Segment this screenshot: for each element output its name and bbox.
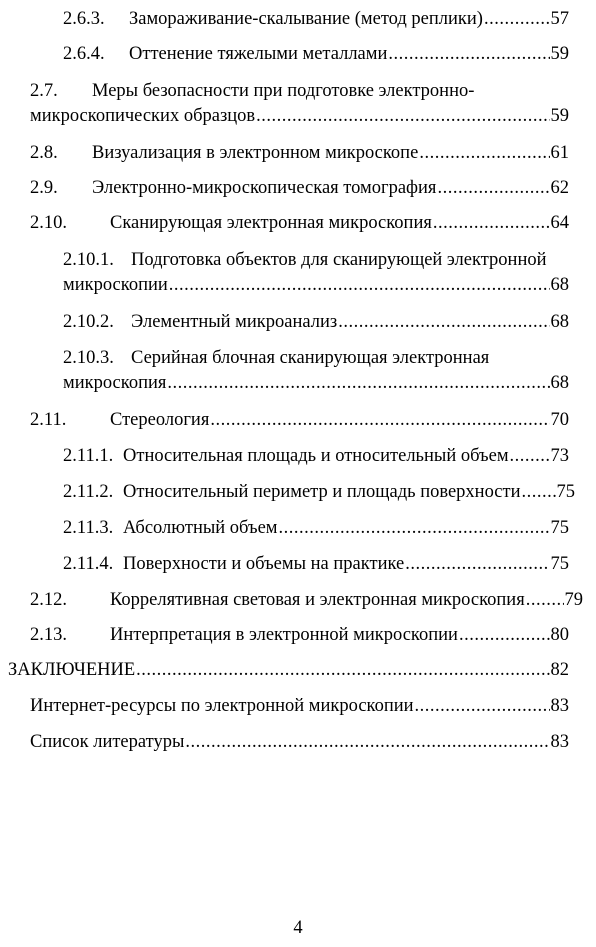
toc-entry-title: Относительная площадь и относительный объем (123, 446, 509, 466)
toc-entry-number: 2.11.3. (63, 518, 114, 538)
toc-entry-2-10[interactable] (30, 211, 569, 235)
dot-leader (338, 310, 549, 334)
dot-leader (185, 730, 549, 754)
toc-entry-title: Абсолютный объем (123, 518, 278, 538)
toc-entry-title: Сканирующая электронная микроскопия (110, 213, 432, 233)
toc-entry-title: ЗАКЛЮЧЕНИЕ (8, 660, 136, 680)
toc-entry-number: 2.9. (30, 178, 58, 198)
toc-entry-title: Список литературы (30, 732, 185, 752)
toc-entry-literature[interactable] (30, 730, 569, 754)
toc-entry-title: Визуализация в электронном микроскопе (92, 143, 419, 163)
dot-leader (136, 658, 549, 682)
dot-leader (522, 480, 556, 504)
toc-entry-2-11[interactable] (30, 408, 569, 432)
toc-entry-number: 2.12. (30, 590, 67, 610)
toc-entry-2-10-1[interactable] (63, 248, 593, 272)
toc-entry-2-10-3-continuation[interactable] (63, 371, 569, 395)
toc-entry-2-9[interactable] (30, 176, 569, 200)
toc-entry-page: 64 (550, 213, 569, 233)
toc-entry-2-10-3[interactable] (63, 346, 569, 370)
toc-entry-2-7[interactable] (30, 79, 570, 103)
dot-leader (388, 42, 549, 66)
toc-entry-page: 75 (550, 518, 569, 538)
toc-entry-2-11-1[interactable] (63, 444, 569, 468)
toc-entry-2-8[interactable] (30, 141, 569, 165)
dot-leader (279, 516, 550, 540)
toc-entry-page: 61 (550, 143, 569, 163)
toc-entry-number: 2.6.4. (63, 44, 105, 64)
toc-entry-number: 2.11. (30, 410, 67, 430)
toc-entry-page: 75 (556, 482, 575, 502)
toc-entry-page: 68 (550, 312, 569, 332)
toc-entry-number: 2.13. (30, 625, 67, 645)
dot-leader (167, 371, 549, 395)
toc-entry-title: Элементный микроанализ (131, 312, 338, 332)
dot-leader (526, 588, 564, 612)
toc-entry-2-10-1-continuation[interactable] (63, 273, 569, 297)
toc-entry-title: Коррелятивная световая и электронная микроскопия (110, 590, 525, 610)
toc-entry-page: 59 (550, 106, 569, 126)
toc-entry-number: 2.11.1. (63, 446, 114, 466)
toc-entry-number: 2.10. (30, 213, 67, 233)
toc-entry-page: 79 (564, 590, 583, 610)
toc-entry-title: Поверхности и объемы на практике (123, 554, 405, 574)
toc-entry-page: 70 (550, 410, 569, 430)
toc-entry-conclusion[interactable] (8, 658, 569, 682)
dot-leader (415, 694, 550, 718)
toc-entry-title-line1: Меры безопасности при подготовке электронно- (92, 81, 475, 101)
toc-entry-page: 83 (550, 732, 569, 752)
dot-leader (437, 176, 549, 200)
toc-entry-number: 2.10.2. (63, 312, 114, 332)
dot-leader (510, 444, 550, 468)
dot-leader (419, 141, 549, 165)
toc-entry-title-line2: микроскопия (63, 373, 167, 393)
toc-entry-number: 2.10.3. (63, 348, 114, 368)
dot-leader (169, 273, 550, 297)
toc-entry-title: Электронно-микроскопическая томография (92, 178, 437, 198)
toc-entry-number: 2.11.4. (63, 554, 114, 574)
toc-entry-2-12[interactable] (30, 588, 583, 612)
toc-entry-page: 57 (550, 9, 569, 29)
toc-entry-title: Стереология (110, 410, 210, 430)
page-number: 4 (293, 918, 303, 938)
toc-entry-title: Оттенение тяжелыми металлами (129, 44, 388, 64)
toc-entry-page: 59 (550, 44, 569, 64)
toc-entry-number: 2.8. (30, 143, 58, 163)
toc-entry-number: 2.11.2. (63, 482, 114, 502)
dot-leader (459, 623, 550, 647)
toc-entry-2-7-continuation[interactable] (30, 104, 569, 128)
toc-entry-number: 2.10.1. (63, 250, 114, 270)
toc-entry-title: Интернет-ресурсы по электронной микроскопии (30, 696, 414, 716)
toc-entry-page: 75 (550, 554, 569, 574)
toc-entry-title: Относительный периметр и площадь поверхности (123, 482, 521, 502)
toc-entry-2-11-4[interactable] (63, 552, 569, 576)
toc-entry-number: 2.7. (30, 81, 58, 101)
toc-entry-title: Интерпретация в электронной микроскопии (110, 625, 458, 645)
toc-entry-2-6-4[interactable] (63, 42, 569, 66)
toc-entry-title: Замораживание-скалывание (метод реплики) (129, 9, 483, 29)
dot-leader (210, 408, 549, 432)
toc-entry-number: 2.6.3. (63, 9, 105, 29)
toc-entry-page: 68 (550, 373, 569, 393)
toc-entry-2-13[interactable] (30, 623, 569, 647)
toc-entry-page: 68 (550, 275, 569, 295)
dot-leader (256, 104, 549, 128)
toc-entry-page: 73 (550, 446, 569, 466)
toc-entry-2-10-2[interactable] (63, 310, 569, 334)
toc-entry-title-line1: Подготовка объектов для сканирующей электронной (131, 250, 547, 270)
toc-entry-2-11-2[interactable] (63, 480, 575, 504)
toc-entry-2-11-3[interactable] (63, 516, 569, 540)
toc-entry-title-line2: микроскопии (63, 275, 168, 295)
toc-entry-page: 83 (550, 696, 569, 716)
toc-entry-page: 80 (550, 625, 569, 645)
toc-entry-page: 62 (550, 178, 569, 198)
toc-entry-page: 82 (550, 660, 569, 680)
toc-entry-title-line1: Серийная блочная сканирующая электронная (131, 348, 490, 368)
dot-leader (433, 211, 550, 235)
toc-entry-internet-resources[interactable] (30, 694, 569, 718)
dot-leader (484, 7, 550, 31)
toc-entry-title-line2: микроскопических образцов (30, 106, 256, 126)
toc-entry-2-6-3[interactable] (63, 7, 569, 31)
dot-leader (405, 552, 549, 576)
